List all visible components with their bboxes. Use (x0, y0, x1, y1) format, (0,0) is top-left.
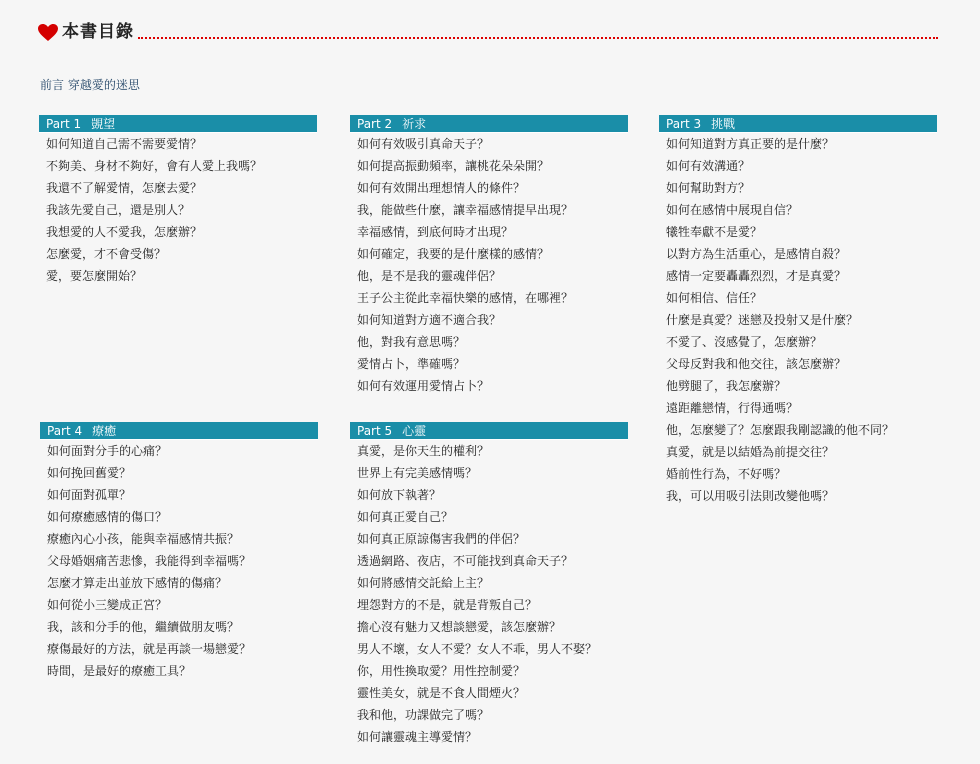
part-4-header (40, 422, 318, 440)
part-5-list (350, 440, 628, 748)
chapter-item[interactable]: 遠距離戀情，行得通嗎？ (666, 401, 799, 415)
chapter-item[interactable]: 我該先愛自己，還是別人？ (46, 203, 191, 217)
chapter-item[interactable]: 感情一定要轟轟烈烈，才是真愛？ (666, 269, 847, 283)
chapter-item[interactable]: 你，用性換取愛？用性控制愛？ (357, 664, 526, 678)
chapter-item[interactable]: 我想愛的人不愛我，怎麼辦？ (46, 225, 203, 239)
chapter-item[interactable]: 父母婚姻痛苦悲慘，我能得到幸福嗎？ (47, 554, 252, 568)
chapter-item[interactable]: 如何確定，我要的是什麼樣的感情？ (357, 247, 550, 261)
chapter-item[interactable]: 幸福感情，到底何時才出現？ (357, 225, 514, 239)
part-title: 心靈 (402, 424, 427, 438)
chapter-item[interactable]: 我和他，功課做完了嗎？ (357, 708, 490, 722)
chapter-item[interactable]: 如何挽回舊愛？ (47, 466, 132, 480)
chapter-item[interactable]: 如何在感情中展現自信？ (666, 203, 799, 217)
chapter-item[interactable]: 以對方為生活重心，是感情自殺？ (666, 247, 847, 261)
heart-icon (38, 24, 58, 42)
chapter-item[interactable]: 男人不壞，女人不愛？女人不乖，男人不娶？ (357, 642, 598, 656)
chapter-item[interactable]: 如何有效運用愛情占卜？ (357, 379, 490, 393)
chapter-item[interactable]: 他，對我有意思嗎？ (357, 335, 466, 349)
part-4-list (40, 440, 318, 682)
chapter-item[interactable]: 真愛，就是以結婚為前提交往？ (666, 445, 835, 459)
chapter-item[interactable]: 如何有效吸引真命天子？ (357, 137, 490, 151)
chapter-item[interactable]: 時間，是最好的療癒工具？ (47, 664, 192, 678)
chapter-item[interactable]: 真愛，是你天生的權利？ (357, 444, 490, 458)
chapter-item[interactable]: 如何真正原諒傷害我們的伴侶？ (357, 532, 526, 546)
chapter-item[interactable]: 如何面對孤單？ (47, 488, 132, 502)
page-title: 本書目錄 (62, 22, 134, 42)
part-3-header (659, 115, 937, 133)
chapter-item[interactable]: 擔心沒有魅力又想談戀愛，該怎麼辦？ (357, 620, 562, 634)
part-title: 療癒 (92, 424, 117, 438)
part-2-section (350, 115, 628, 397)
chapter-item[interactable]: 如何療癒感情的傷口？ (47, 510, 168, 524)
chapter-item[interactable]: 靈性美女，就是不食人間煙火？ (357, 686, 526, 700)
chapter-item[interactable]: 不愛了、沒感覺了，怎麼辦？ (666, 335, 823, 349)
part-number: Part 3 (666, 117, 702, 131)
chapter-item[interactable]: 不夠美、身材不夠好，會有人愛上我嗎？ (46, 159, 263, 173)
chapter-item[interactable]: 療癒內心小孩，能與幸福感情共振？ (47, 532, 240, 546)
chapter-item[interactable]: 我，能做些什麼，讓幸福感情提早出現？ (357, 203, 574, 217)
chapter-item[interactable]: 愛情占卜，準確嗎？ (357, 357, 466, 371)
chapter-item[interactable]: 埋怨對方的不是，就是背叛自己？ (357, 598, 538, 612)
chapter-item[interactable]: 我，該和分手的他，繼續做朋友嗎？ (47, 620, 240, 634)
preface-link[interactable]: 前言 穿越愛的迷思 (40, 78, 140, 92)
chapter-item[interactable]: 如何幫助對方？ (666, 181, 751, 195)
chapter-item[interactable]: 如何知道對方真正要的是什麼？ (666, 137, 835, 151)
chapter-item[interactable]: 如何將感情交託給上主？ (357, 576, 490, 590)
part-1-list (39, 133, 317, 287)
chapter-item[interactable]: 如何真正愛自己？ (357, 510, 454, 524)
part-1-header (39, 115, 317, 133)
chapter-item[interactable]: 如何知道自己需不需要愛情？ (46, 137, 203, 151)
chapter-item[interactable]: 他劈腿了，我怎麼辦？ (666, 379, 787, 393)
part-2-header (350, 115, 628, 133)
chapter-item[interactable]: 犧牲奉獻不是愛？ (666, 225, 763, 239)
chapter-item[interactable]: 什麼是真愛？迷戀及投射又是什麼？ (666, 313, 859, 327)
chapter-item[interactable]: 他，怎麼變了？怎麼跟我剛認識的他不同？ (666, 423, 895, 437)
chapter-item[interactable]: 怎麼愛，才不會受傷？ (46, 247, 167, 261)
chapter-item[interactable]: 如何從小三變成正宮？ (47, 598, 168, 612)
part-5-header (350, 422, 628, 440)
chapter-item[interactable]: 世界上有完美感情嗎？ (357, 466, 478, 480)
chapter-item[interactable]: 如何提高振動頻率，讓桃花朵朵開？ (357, 159, 550, 173)
part-3-list (659, 133, 937, 507)
part-2-list (350, 133, 628, 397)
chapter-item[interactable]: 婚前性行為，不好嗎？ (666, 467, 787, 481)
chapter-item[interactable]: 如何相信、信任？ (666, 291, 763, 305)
chapter-item[interactable]: 透過網路、夜店，不可能找到真命天子？ (357, 554, 574, 568)
dotted-divider (138, 37, 938, 39)
chapter-item[interactable]: 怎麼才算走出並放下感情的傷痛？ (47, 576, 228, 590)
part-title: 祈求 (402, 117, 427, 131)
chapter-item[interactable]: 療傷最好的方法，就是再談一場戀愛？ (47, 642, 252, 656)
chapter-item[interactable]: 我，可以用吸引法則改變他嗎？ (666, 489, 835, 503)
chapter-item[interactable]: 我還不了解愛情，怎麼去愛？ (46, 181, 203, 195)
part-4-section (40, 422, 318, 682)
part-title: 挑戰 (711, 117, 736, 131)
part-1-section (39, 115, 317, 287)
chapter-item[interactable]: 如何面對分手的心痛？ (47, 444, 168, 458)
part-number: Part 4 (47, 424, 83, 438)
part-number: Part 1 (46, 117, 82, 131)
chapter-item[interactable]: 如何有效溝通？ (666, 159, 751, 173)
chapter-item[interactable]: 如何放下執著？ (357, 488, 442, 502)
chapter-item[interactable]: 如何知道對方適不適合我？ (357, 313, 502, 327)
chapter-item[interactable]: 如何有效開出理想情人的條件？ (357, 181, 526, 195)
chapter-item[interactable]: 他，是不是我的靈魂伴侶？ (357, 269, 502, 283)
chapter-item[interactable]: 父母反對我和他交往，該怎麼辦？ (666, 357, 847, 371)
chapter-item[interactable]: 愛，要怎麼開始？ (46, 269, 143, 283)
chapter-item[interactable]: 如何讓靈魂主導愛情？ (357, 730, 478, 744)
chapter-item[interactable]: 王子公主從此幸福快樂的感情，在哪裡？ (357, 291, 574, 305)
part-5-section (350, 422, 628, 748)
part-3-section (659, 115, 937, 507)
toc-header (38, 20, 938, 44)
part-title: 覬望 (91, 117, 116, 131)
part-number: Part 5 (357, 424, 393, 438)
part-number: Part 2 (357, 117, 393, 131)
